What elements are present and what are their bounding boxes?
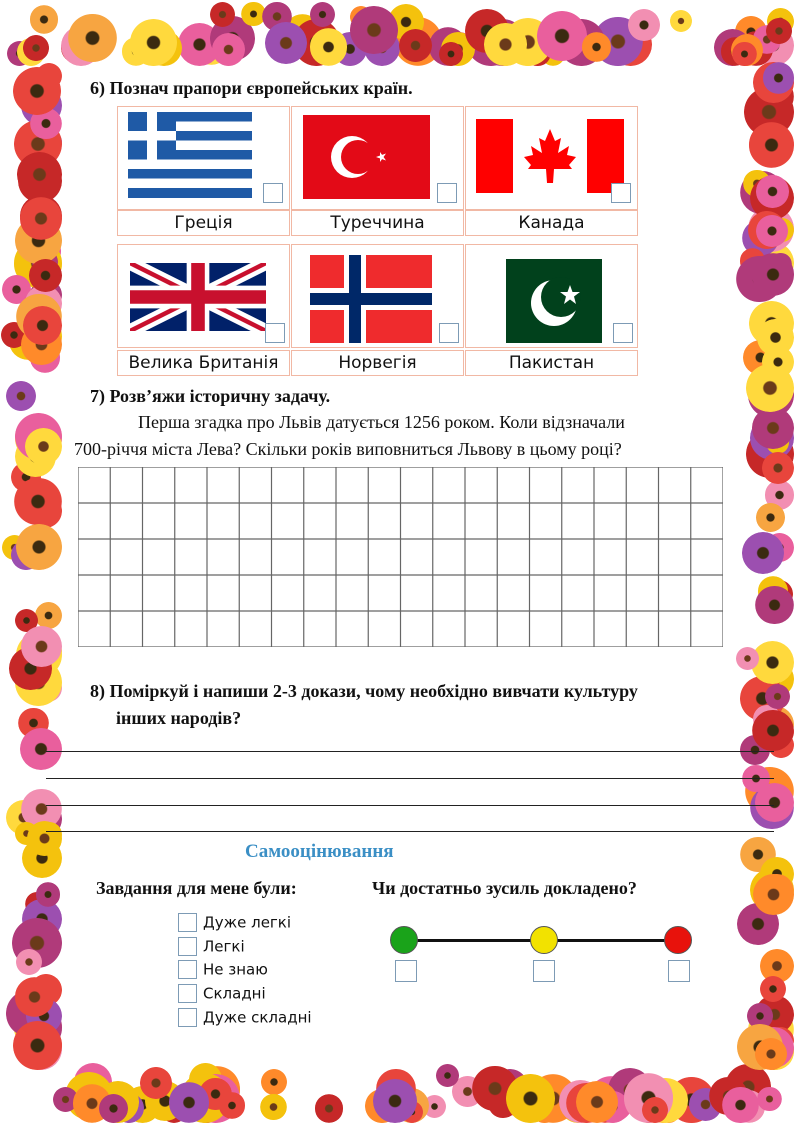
norway-checkbox[interactable] xyxy=(439,323,459,343)
greece-checkbox[interactable] xyxy=(263,183,283,203)
flower-decoration xyxy=(756,175,788,207)
flower-decoration xyxy=(16,949,42,975)
flag-cell-uk xyxy=(117,244,290,348)
flower-border-left xyxy=(0,60,62,1070)
option-label: Легкі xyxy=(203,937,245,956)
flower-decoration xyxy=(20,728,62,770)
task7-text-line1: Перша згадка про Львів датується 1256 роком. Коли відзначали xyxy=(138,412,625,432)
flag-cell-pakistan xyxy=(465,244,638,348)
flag-cell-canada xyxy=(465,106,638,210)
flag-cell-greece xyxy=(117,106,290,210)
answer-line-4[interactable] xyxy=(46,831,774,832)
answer-line-3[interactable] xyxy=(46,805,774,806)
difficulty-heading: Завдання для мене були: xyxy=(96,878,297,898)
flower-decoration xyxy=(670,10,693,33)
flower-decoration xyxy=(23,306,62,345)
turkey-flag-icon xyxy=(303,115,430,199)
flower-decoration xyxy=(506,1074,555,1123)
flower-decoration xyxy=(762,452,794,484)
task7-text-line2: 700-річчя міста Лева? Скільки років виповниться Львову в цьому році? xyxy=(74,439,622,459)
flower-decoration xyxy=(537,11,587,61)
flower-decoration xyxy=(742,532,784,574)
flower-decoration xyxy=(436,1064,459,1087)
uk-flag-icon xyxy=(130,257,266,337)
flower-decoration xyxy=(310,28,348,66)
flower-decoration xyxy=(757,1087,781,1111)
flower-decoration xyxy=(261,1069,287,1095)
effort-checkbox-yellow[interactable] xyxy=(533,960,555,982)
option-difficult[interactable] xyxy=(178,984,266,1003)
flower-decoration xyxy=(766,18,792,44)
flower-decoration xyxy=(169,1082,210,1123)
flower-decoration xyxy=(15,977,55,1017)
effort-dot-yellow xyxy=(530,926,558,954)
canada-flag-icon xyxy=(476,119,624,193)
flower-decoration xyxy=(219,1092,246,1119)
label-pakistan: Пакистан xyxy=(465,350,638,376)
option-label: Дуже складні xyxy=(203,1008,312,1027)
flower-decoration xyxy=(373,1079,417,1123)
flower-decoration xyxy=(36,882,60,906)
flower-decoration xyxy=(23,35,49,61)
flower-decoration xyxy=(628,9,660,41)
flower-decoration xyxy=(755,783,794,822)
effort-heading: Чи достатньо зусиль докладено? xyxy=(372,878,637,898)
flower-decoration xyxy=(265,22,307,64)
flower-decoration xyxy=(13,1021,62,1070)
option-checkbox[interactable] xyxy=(178,913,197,932)
flower-decoration xyxy=(99,1094,128,1123)
canada-checkbox[interactable] xyxy=(611,183,631,203)
option-checkbox[interactable] xyxy=(178,937,197,956)
flower-decoration xyxy=(29,259,62,292)
flower-decoration xyxy=(310,2,335,27)
flower-decoration xyxy=(642,1097,668,1123)
flower-decoration xyxy=(68,14,116,62)
label-norway: Норвегія xyxy=(291,350,464,376)
flower-decoration xyxy=(752,253,794,295)
task8-title-line1: 8) Поміркуй і напиши 2-3 докази, чому необхідно вивчати культуру xyxy=(90,681,638,701)
flower-decoration xyxy=(484,23,527,66)
flower-decoration xyxy=(27,821,62,856)
task6-title: 6) Познач прапори європейських країн. xyxy=(90,78,413,98)
flower-decoration xyxy=(736,647,759,670)
flower-decoration xyxy=(762,346,794,378)
flower-decoration xyxy=(350,6,398,54)
flag-cell-turkey xyxy=(291,106,464,210)
flower-decoration xyxy=(399,29,432,62)
flower-decoration xyxy=(20,197,62,239)
pakistan-flag-icon xyxy=(506,259,602,343)
flower-decoration xyxy=(212,33,245,66)
flower-border-right xyxy=(736,60,794,1070)
task7-title: 7) Розв’яжи історичну задачу. xyxy=(90,386,331,406)
effort-checkbox-red[interactable] xyxy=(668,960,690,982)
effort-dot-red xyxy=(664,926,692,954)
flower-decoration xyxy=(130,19,177,66)
flower-decoration xyxy=(35,602,62,629)
option-checkbox[interactable] xyxy=(178,960,197,979)
flower-decoration xyxy=(30,5,58,33)
effort-dot-green xyxy=(390,926,418,954)
label-greece: Греція xyxy=(117,210,290,236)
greece-flag-icon xyxy=(128,112,252,198)
option-dont-know[interactable] xyxy=(178,960,268,979)
flower-decoration xyxy=(16,524,62,570)
flower-decoration xyxy=(765,684,790,709)
flower-decoration xyxy=(140,1067,172,1099)
flower-decoration xyxy=(14,478,62,526)
flower-decoration xyxy=(722,1087,758,1123)
flags-grid xyxy=(117,106,639,378)
flower-decoration xyxy=(753,874,794,915)
flag-cell-norway xyxy=(291,244,464,348)
option-easy[interactable] xyxy=(178,937,245,956)
label-canada: Канада xyxy=(465,210,638,236)
flower-decoration xyxy=(752,710,794,752)
option-very-easy[interactable] xyxy=(178,913,291,932)
norway-flag-icon xyxy=(310,255,432,343)
label-turkey: Туреччина xyxy=(291,210,464,236)
answer-grid[interactable] xyxy=(78,467,723,647)
label-uk: Велика Британія xyxy=(117,350,290,376)
flower-decoration xyxy=(749,122,794,167)
turkey-checkbox[interactable] xyxy=(437,183,457,203)
flower-decoration xyxy=(752,407,794,449)
pakistan-checkbox[interactable] xyxy=(613,323,633,343)
flower-decoration xyxy=(25,428,62,465)
uk-checkbox[interactable] xyxy=(265,323,285,343)
option-label: Не знаю xyxy=(203,960,268,979)
option-label: Дуже легкі xyxy=(203,913,292,932)
option-checkbox[interactable] xyxy=(178,1008,197,1027)
self-assessment-title: Самооцінювання xyxy=(245,841,394,862)
flower-decoration xyxy=(17,152,62,197)
flower-decoration xyxy=(6,381,36,411)
flower-decoration xyxy=(755,1038,787,1070)
effort-checkbox-green[interactable] xyxy=(395,960,417,982)
flower-decoration xyxy=(439,42,463,66)
flower-decoration xyxy=(315,1094,344,1123)
flower-border-bottom xyxy=(0,1063,794,1123)
task8-title-line2: інших народів? xyxy=(116,708,242,728)
option-checkbox[interactable] xyxy=(178,984,197,1003)
flower-decoration xyxy=(21,626,62,667)
answer-line-2[interactable] xyxy=(46,778,774,779)
option-very-difficult[interactable] xyxy=(178,1008,312,1027)
flower-decoration xyxy=(755,586,794,625)
flower-border-top xyxy=(0,0,794,66)
flower-decoration xyxy=(260,1094,287,1121)
flower-decoration xyxy=(763,62,794,93)
option-label: Складні xyxy=(203,984,266,1003)
answer-line-1[interactable] xyxy=(46,751,774,752)
flower-decoration xyxy=(756,503,785,532)
flower-decoration xyxy=(760,976,786,1002)
flower-decoration xyxy=(576,1081,618,1123)
flower-decoration xyxy=(756,215,788,247)
